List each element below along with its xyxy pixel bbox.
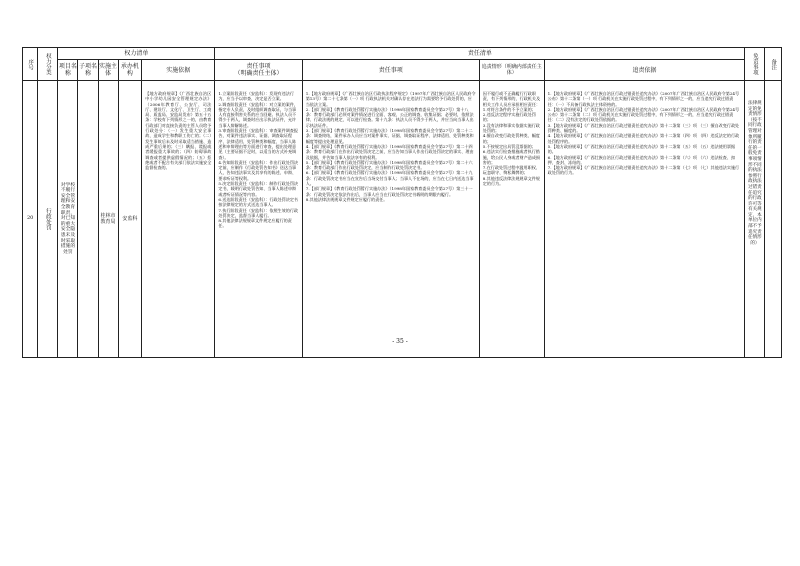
header-exemption: 免责事项 — [745, 48, 765, 81]
row-remark — [765, 81, 782, 358]
row-category: 行政处罚 — [38, 81, 58, 358]
header-power-list: 权力清单 — [58, 48, 215, 60]
row-item: 对学校不履行安全管理和安全教育职责，对已知的重大安全隐患未及时采取措施的处罚 — [58, 81, 78, 358]
header-item-name: 项目名称 — [58, 60, 78, 81]
row-basis: 【地方政府规章】《广西壮族自治区中小学幼儿园安全管理规定办法》（2006年教育厅、公安厅、司法厅、建设厅、文化厅、卫生厅、工商局、质监局、安监局发布）第五十五条：学校有下列情形之一的，由教育行政部门对直接负责的主管人员给予行政处分：（一）发生重大安全事故、造成学生和教职工伤亡的；（二）发生事故后未及时采取适当措施、造成严重后果的；（三）瞒报、谎报或者缓报重大事故的；（四）妨碍事故调查或者提供虚假情况的；（五）拒绝或者不配合有关部门依法实施安全监督检查的。 — [142, 81, 215, 358]
table-row — [23, 81, 782, 358]
header-sub-item-name: 子项名称 — [78, 60, 98, 81]
row-executor: 桂林市教育局 — [98, 81, 118, 358]
row-accountability: 因不履行或不正确履行行政职责，有下列情形的，行政机关及相关工作人员应承担相应责任： 1.对符合条件的不予立案的； 2.违反法定程序实施行政处罚的； 3.没有法律和事实依据实施行政处罚的； 4.擅自改变行政处罚种类、幅度的； 5.不按规定出具罚没票据的； 6.违法实行检查措施或者执行措施，给公民人身或者财产造成损害的； 7.在行政处罚过程中滥用职权、玩忽职守、徇私舞弊的； 8.其他违反法律法规规章文件规定的行为。 — [479, 81, 544, 358]
header-accountability-basis: 追责依据 — [544, 60, 745, 81]
header-responsibility-list: 责任清单 — [215, 48, 745, 60]
page-number: - 35 - — [392, 338, 408, 345]
header-accountability: 追责情形（明确内部责任主体） — [479, 60, 544, 81]
row-dept: 安监科 — [118, 81, 142, 358]
row-accountability-basis: 1.【地方政府规章】《广西壮族自治区行政过错责任追究办法》（2007年广西壮族自治区人民政府令第24号公布）第十二条第（一）项 行政机关在实施行政处罚过程中，有下列情形之一的，应当追究行政过错责任：（一）不具备行政执法主体资格的。 2.【地方政府规章】《广西壮族自治区行政过错责任追究办法》（2007年广西壮族自治区人民政府令第24号公布）第十二条第（二）项 行政机关在实施行政处罚过程中，有下列情形之一的，应当追究行政过错责任：（二）没有法定的行政处罚依据的。 3.【地方政府规章】《广西壮族自治区行政过错责任追究办法》第十二条第（三）项 （三）擅自改变行政处罚种类、幅度的。 4.【地方政府规章】《广西壮族自治区行政过错责任追究办法》第十二条第（四）项 （四）违反法定的行政处罚程序的。 5.【地方政府规章】《广西壮族自治区行政过错责任追究办法》第十二条第（五）项 （五）违法使用票据的。 6.【地方政府规章】《广西壮族自治区行政过错责任追究办法》第十二条第（六）项 （六）违法检查、扣押、查封、冻结的。 7.【地方政府规章】《广西壮族自治区行政过错责任追究办法》第十二条第（七）项 （七）其他违法实施行政处罚的行为。 — [544, 81, 745, 358]
header-remark: 备注 — [765, 48, 782, 81]
header-responsibility-basis: 责任事项 — [302, 60, 479, 81]
header-executor: 实施主体 — [98, 60, 118, 81]
row-exemption: 法律规定的免责情形（按不同行政管理对象所履行的责任的一般免责事项情形不同的执法参照行政执法过错责任追究的行政许可等有关规定，本单位内部不予追究责任情形的） — [745, 81, 765, 358]
header-basis: 实施依据 — [142, 60, 215, 81]
row-seq: 20 — [23, 81, 38, 358]
row-sub-item — [78, 81, 98, 358]
header-internal-dept: 承办机构 — [118, 60, 142, 81]
header-power-category: 权力分类 — [38, 48, 58, 81]
header-responsibility-items: 责任事项 （明确责任主体） — [215, 60, 302, 81]
power-responsibility-table — [22, 47, 782, 358]
row-responsibility-items: 1.立案阶段责任（安监科）：发现有违法行为，应当予以审查，决定是否立案。 2.调查阶段责任（安监科）：对立案的案件，指定专人负责，及时组织调查取证，与当事人有直接利害关系的应当回避。执法人员不得少于两人，调查时应出示执法证件，允许当事人辩解陈述。 3.审查阶段责任（安监科）：审查案件调查报告，对案件违法事实、证据、调查取证程序、法律适用、处罚种类和幅度、当事人陈述和申辩理由等方面进行审查，提出处理意见（主要证据不足时，以适当的方式补充调查）。 4.告知阶段责任（安监科）：作出行政处罚决定前，应制作《行政处罚告知书》送达当事人，告知违法事实及其享有的陈述、申辩、要求听证等权利。 5.决定阶段责任（安监科）：制作行政处罚决定书，载明行政处罚告知、当事人陈述申辩或者听证情况等内容。 6.送达阶段责任（安监科）：行政处罚决定书按法律规定的方式送达当事人。 7.执行阶段责任（安监科）：依照生效的行政处罚决定，监督当事人履行。 8.其他法律法规规章文件规定应履行的责任。 — [215, 81, 302, 358]
row-responsibility-basis: 1.【地方政府规章】《广西壮族自治区行政执法程序规定》（1997年广西壮族自治区人民政府令第13号）第二十七条第（一）项 行政执法机关对确认存在违法行为需要给予行政处罚的，应当依法立案。 2.【部门规章】《教育行政处罚暂行实施办法》（1998年国家教育委员会令第27号）第十八条：教育行政部门必须对案件情况进行全面、客观、公正的调查，收集证据；必要时，依照法律、行政法规的规定，可以进行检查。第十九条：执法人员不得少于两人，并应当向当事人出示执法证件。 3.【部门规章】《教育行政处罚暂行实施办法》（1998年国家教育委员会令第27号）第二十二条：调查终结，案件承办人员应当对案件事实、证据、调查取证程序、法律适用、处罚种类和幅度等提出处理意见。 4.【部门规章】《教育行政处罚暂行实施办法》（1998年国家教育委员会令第27号）第二十四条：教育行政部门在作出行政处罚决定之前，应当告知当事人作出行政处罚决定的事实、理由及依据，并告知当事人依法享有的权利。 5.【部门规章】《教育行政处罚暂行实施办法》（1998年国家教育委员会令第27号）第二十六条：教育行政部门作出行政处罚决定，应当制作行政处罚决定书。 6.【部门规章】《教育行政处罚暂行实施办法》（1998年国家教育委员会令第27号）第二十九条：行政处罚决定书应当在宣告后当场交付当事人；当事人不在场的，应当在七日内送达当事人。 7.【部门规章】《教育行政处罚暂行实施办法》（1998年国家教育委员会令第27号）第三十一条：行政处罚决定依法作出后，当事人应当在行政处罚决定书载明的期限内履行。 8.其他法律法规规章文件规定应履行的责任。 — [302, 81, 479, 358]
header-seq: 序号 — [23, 48, 38, 81]
